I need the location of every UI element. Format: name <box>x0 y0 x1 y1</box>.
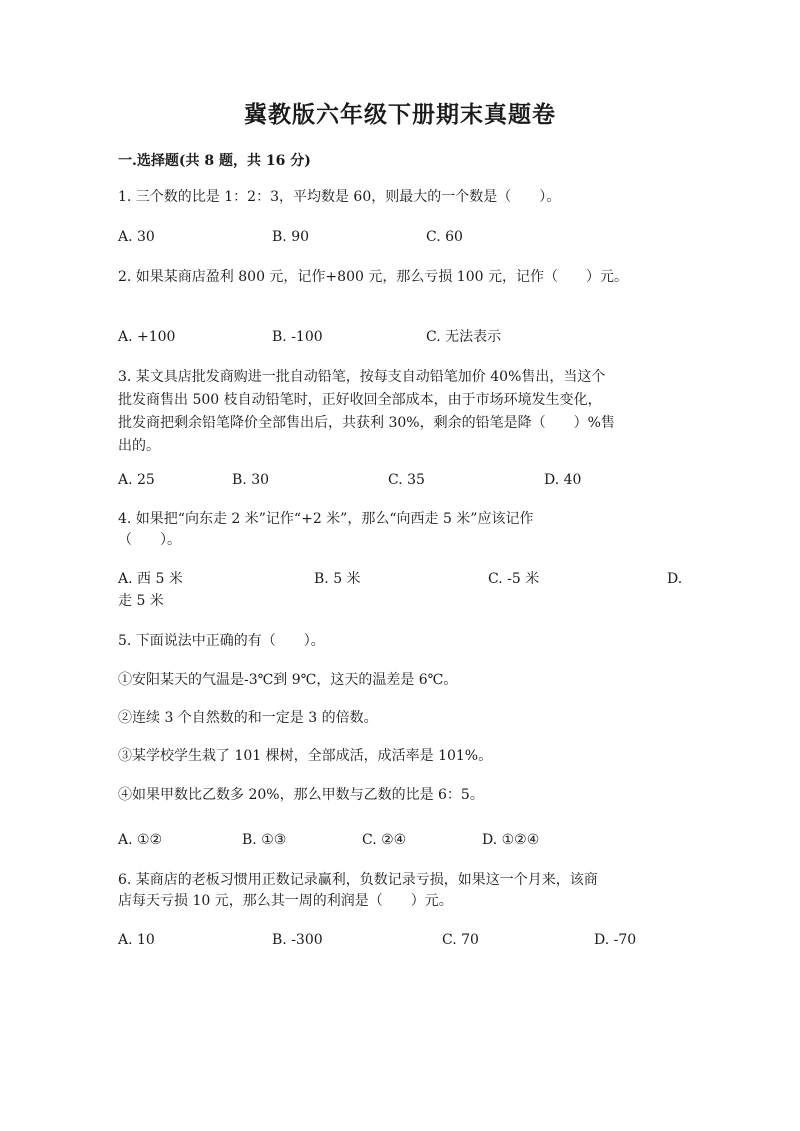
question-1-text: 1. 三个数的比是 1：2：3，平均数是 60，则最大的一个数是（ ）。 <box>118 189 561 205</box>
question-5-option-a: A. ①② <box>118 832 163 848</box>
question-4-option-c: C. -5 米 <box>488 571 540 587</box>
question-5-statement-2: ②连续 3 个自然数的和一定是 3 的倍数。 <box>118 710 378 726</box>
question-5-statement-3: ③某学校学生栽了 101 棵树，全部成活，成活率是 101%。 <box>118 748 493 764</box>
question-2-option-a: A. +100 <box>118 329 176 345</box>
section-heading: 一.选择题(共 8 题，共 16 分) <box>118 153 311 169</box>
question-4-option-a: A. 西 5 米 <box>118 571 183 587</box>
question-6-option-d: D. -70 <box>594 932 637 948</box>
question-5-option-b: B. ①③ <box>242 832 287 848</box>
question-3-option-c: C. 35 <box>388 472 425 488</box>
question-3-line-3: 批发商把剩余铅笔降价全部售出后，共获利 30%，剩余的铅笔是降（ ）%售 <box>118 415 615 431</box>
question-3-line-2: 批发商售出 500 枝自动铅笔时，正好收回全部成本，由于市场环境发生变化， <box>118 392 602 408</box>
question-2-option-c: C. 无法表示 <box>426 329 502 345</box>
page-title: 冀教版六年级下册期末真题卷 <box>244 101 556 128</box>
question-6-option-c: C. 70 <box>442 932 479 948</box>
question-4-option-b: B. 5 米 <box>314 571 361 587</box>
question-5-option-d: D. ①②④ <box>482 832 540 848</box>
question-1-option-b: B. 90 <box>272 229 310 245</box>
question-2-text: 2. 如果某商店盈利 800 元，记作+800 元，那么亏损 100 元，记作（ ）元。 <box>118 269 628 285</box>
question-5-text: 5. 下面说法中正确的有（ ）。 <box>118 633 325 649</box>
question-3-option-d: D. 40 <box>544 472 582 488</box>
question-6-line-2: 店每天亏损 10 元，那么其一周的利润是（ ）元。 <box>118 893 453 909</box>
question-1-option-a: A. 30 <box>118 229 155 245</box>
question-4-line-1: 4. 如果把“向东走 2 米”记作“+2 米”，那么“向西走 5 米”应该记作 <box>118 511 534 527</box>
question-4-option-d: D. <box>667 571 683 587</box>
question-3-line-1: 3. 某文具店批发商购进一批自动铅笔，按每支自动铅笔加价 40%售出，当这个 <box>118 369 606 385</box>
question-4-option-d-continued: 走 5 米 <box>118 593 164 609</box>
question-1-option-c: C. 60 <box>426 229 463 245</box>
question-4-line-2: （ ）。 <box>118 532 181 548</box>
question-2-option-b: B. -100 <box>272 329 323 345</box>
question-3-line-4: 出的。 <box>118 438 160 454</box>
question-6-option-a: A. 10 <box>118 932 155 948</box>
question-5-statement-4: ④如果甲数比乙数多 20%，那么甲数与乙数的比是 6：5。 <box>118 787 484 803</box>
question-5-statement-1: ①安阳某天的气温是-3℃到 9℃，这天的温差是 6℃。 <box>118 672 458 688</box>
question-6-line-1: 6. 某商店的老板习惯用正数记录赢利，负数记录亏损，如果这一个月来，该商 <box>118 872 598 888</box>
question-6-option-b: B. -300 <box>272 932 323 948</box>
question-3-option-a: A. 25 <box>118 472 155 488</box>
question-5-option-c: C. ②④ <box>362 832 407 848</box>
question-3-option-b: B. 30 <box>232 472 270 488</box>
